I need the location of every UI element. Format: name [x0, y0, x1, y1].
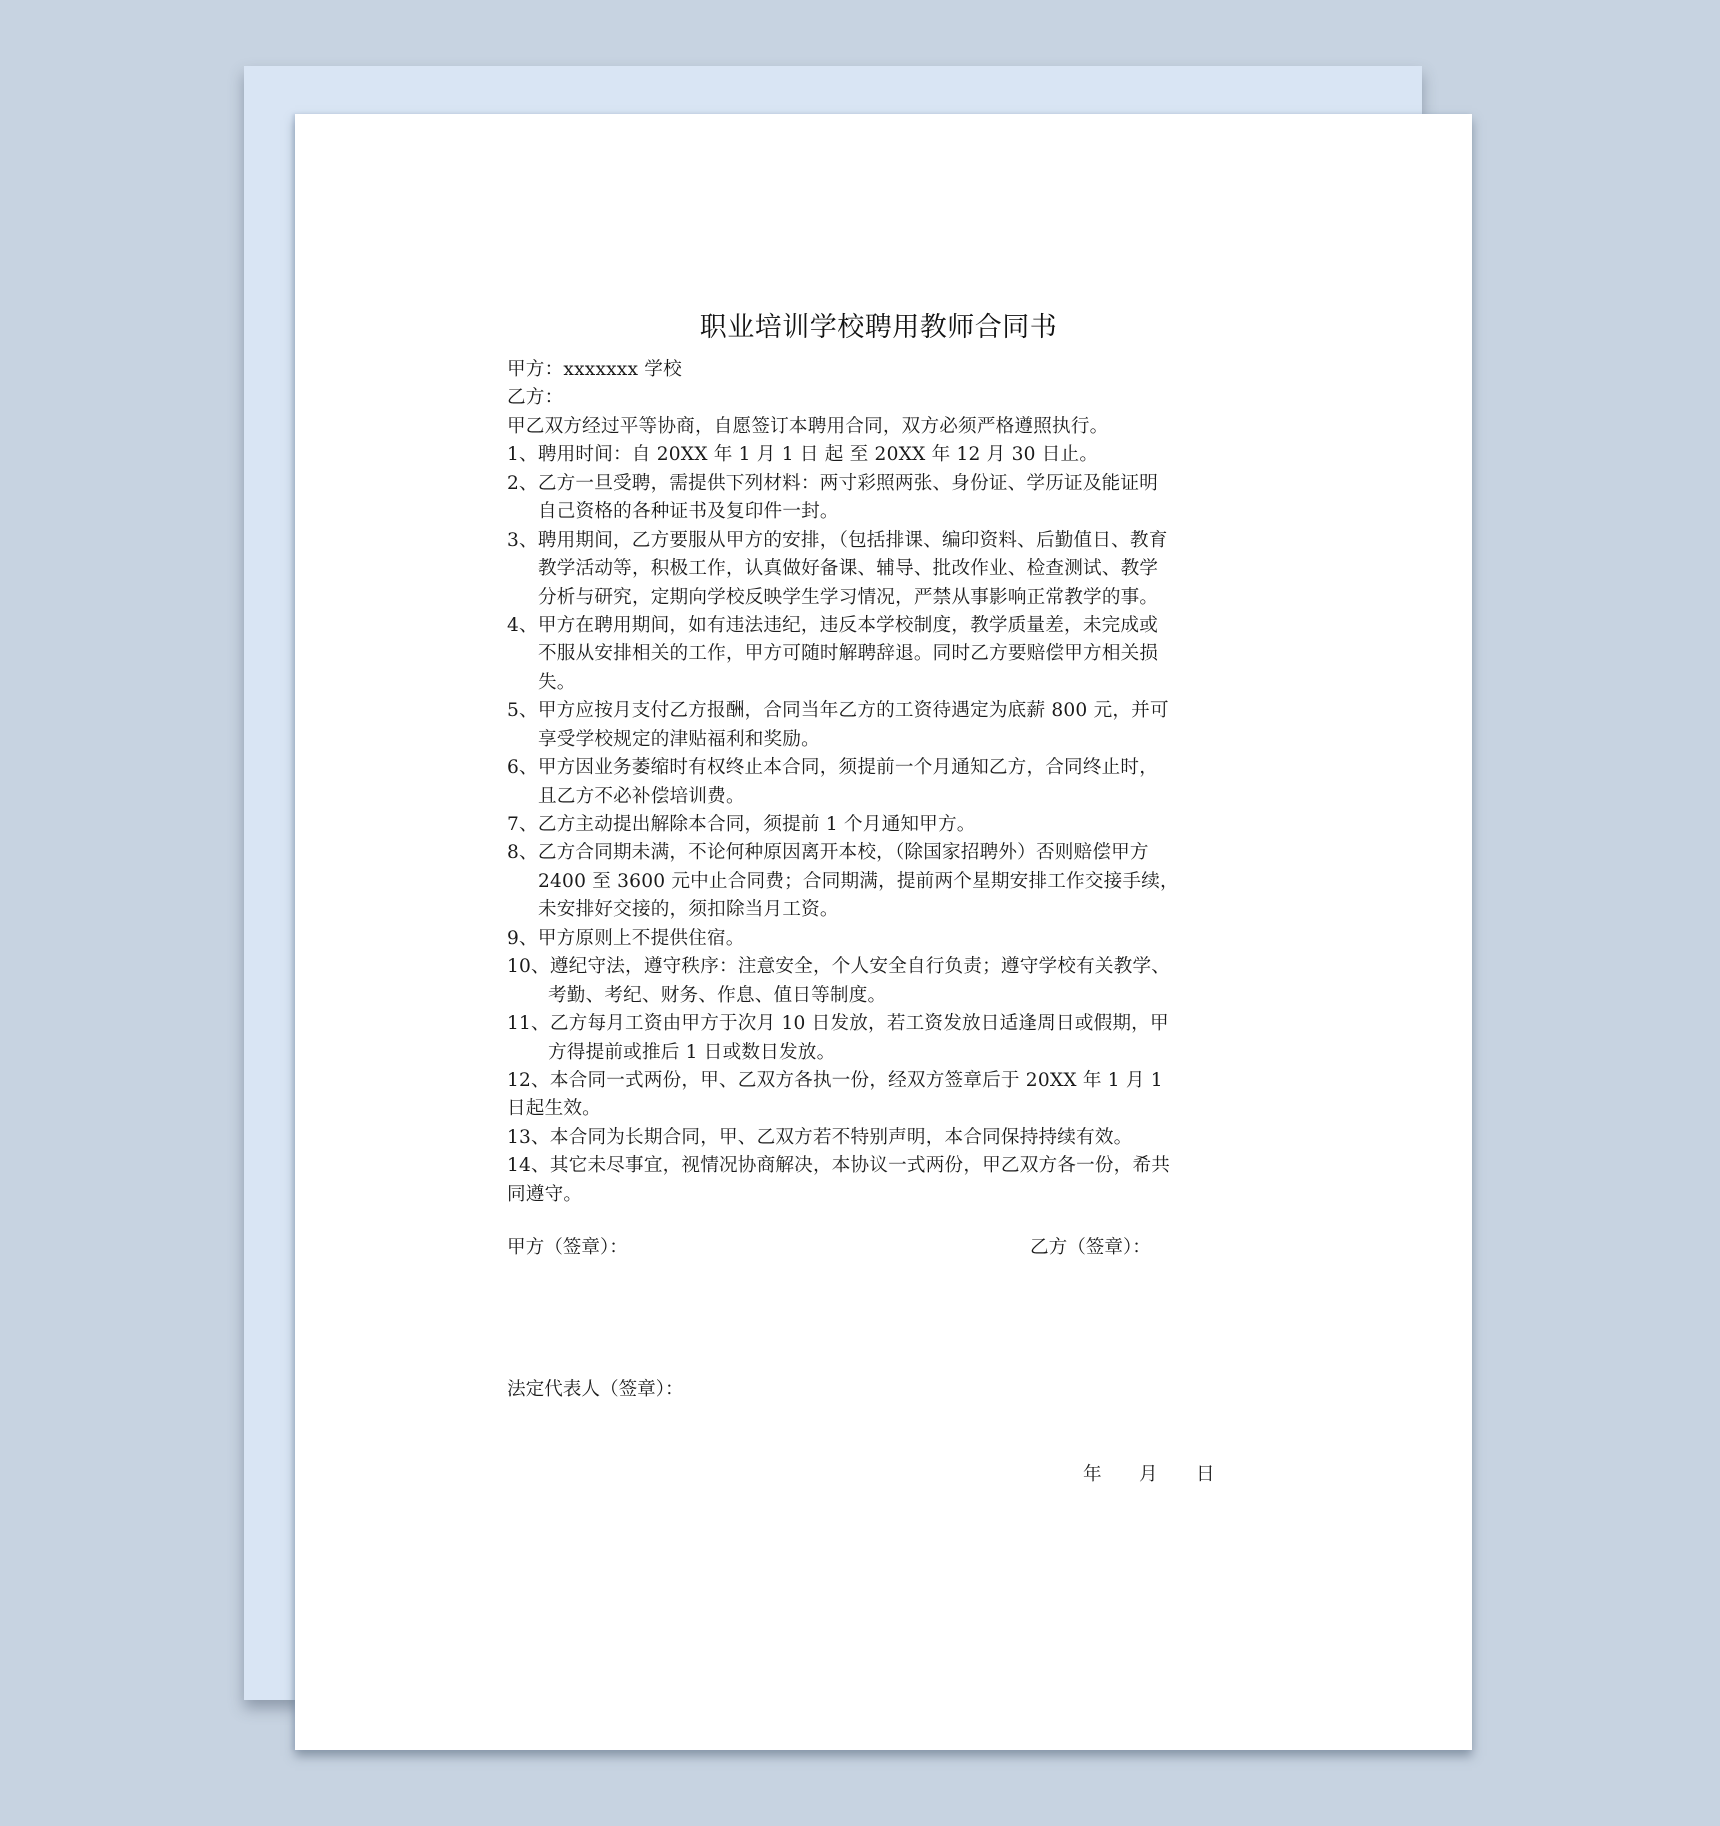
clause-line: 方得提前或推后 1 日或数日发放。 — [548, 1041, 836, 1063]
clause-line: 教学活动等，积极工作，认真做好备课、辅导、批改作业、检查测试、教学 — [538, 558, 1159, 580]
clause-5 — [507, 697, 1267, 754]
clause-line: 同遵守。 — [507, 1183, 583, 1205]
clause-line: 失。 — [538, 671, 576, 693]
clause-line: 未安排好交接的，须扣除当月工资。 — [538, 899, 839, 921]
clause-line: 日起生效。 — [507, 1098, 601, 1120]
clause-4 — [507, 612, 1267, 697]
clause-line: 6、甲方因业务萎缩时有权终止本合同，须提前一个月通知乙方，合同终止时， — [507, 757, 1159, 779]
clause-7 — [507, 811, 1267, 839]
clause-11 — [507, 1010, 1267, 1067]
clause-line: 2、乙方一旦受聘，需提供下列材料：两寸彩照两张、身份证、学历证及能证明 — [507, 472, 1159, 494]
clause-10 — [507, 953, 1267, 1010]
document-title: 职业培训学校聘用教师合同书 — [699, 312, 1058, 343]
clause-line: 不服从安排相关的工作，甲方可随时解聘辞退。同时乙方要赔偿甲方相关损 — [538, 643, 1159, 665]
clause-line: 1、聘用时间：自 20XX 年 1 月 1 日 起 至 20XX 年 12 月 30 日止。 — [507, 444, 1099, 466]
party-a-line: 甲方：xxxxxxx 学校 — [507, 359, 682, 380]
clause-line: 13、本合同为长期合同，甲、乙双方若不特别声明，本合同保持持续有效。 — [507, 1126, 1133, 1148]
clause-line: 9、甲方原则上不提供住宿。 — [507, 927, 745, 949]
clause-line: 2400 至 3600 元中止合同费；合同期满，提前两个星期安排工作交接手续， — [538, 870, 1179, 892]
clause-line: 8、乙方合同期未满，不论何种原因离开本校，（除国家招聘外）否则赔偿甲方 — [507, 842, 1149, 864]
date-line — [1083, 1461, 1215, 1489]
clause-line: 且乙方不必补偿培训费。 — [538, 785, 745, 807]
clause-line: 自己资格的各种证书及复印件一封。 — [538, 501, 839, 523]
clause-line: 14、其它未尽事宜，视情况协商解决，本协议一式两份，甲乙双方各一份，希共 — [507, 1155, 1171, 1177]
clause-13 — [507, 1124, 1267, 1152]
party-a-signature-label: 甲方（签章）： — [507, 1237, 628, 1258]
clause-line: 4、甲方在聘用期间，如有违法违纪，违反本学校制度，教学质量差，未完成或 — [507, 614, 1159, 636]
clause-14 — [507, 1152, 1267, 1209]
clause-line: 考勤、考纪、财务、作息、值日等制度。 — [548, 984, 887, 1006]
clause-2 — [507, 470, 1267, 527]
clause-6 — [507, 754, 1267, 811]
clause-9 — [507, 925, 1267, 953]
document-body — [507, 356, 1267, 1209]
intro-paragraph: 甲乙双方经过平等协商，自愿签订本聘用合同，双方必须严格遵照执行。 — [507, 415, 1109, 437]
clause-line: 7、乙方主动提出解除本合同，须提前 1 个月通知甲方。 — [507, 814, 976, 835]
clause-line: 享受学校规定的津贴福利和奖励。 — [538, 728, 820, 750]
date-day-label: 日 — [1196, 1464, 1215, 1485]
clause-line: 10、遵纪守法，遵守秩序：注意安全，个人安全自行负责；遵守学校有关教学、 — [507, 956, 1171, 978]
clause-line: 分析与研究，定期向学校反映学生学习情况，严禁从事影响正常教学的事。 — [538, 586, 1159, 608]
clause-3 — [507, 527, 1267, 612]
date-year-label: 年 — [1083, 1464, 1102, 1485]
clause-12 — [507, 1067, 1267, 1124]
contract-page — [295, 114, 1472, 1750]
clause-line: 11、乙方每月工资由甲方于次月 10 日发放，若工资发放日适逢周日或假期，甲 — [507, 1013, 1169, 1035]
legal-representative-signature-label: 法定代表人（签章）： — [507, 1379, 684, 1400]
clause-line: 12、本合同一式两份，甲、乙双方各执一份，经双方签章后于 20XX 年 1 月 1 — [507, 1069, 1163, 1091]
clause-line: 5、甲方应按月支付乙方报酬，合同当年乙方的工资待遇定为底薪 800 元，并可 — [507, 700, 1169, 722]
clause-line: 3、聘用期间，乙方要服从甲方的安排，（包括排课、编印资料、后勤值日、教育 — [507, 529, 1168, 551]
date-month-label: 月 — [1139, 1464, 1158, 1485]
party-b-line: 乙方： — [507, 387, 564, 409]
party-b-signature-label: 乙方（签章）： — [1030, 1237, 1151, 1258]
clause-1 — [507, 441, 1267, 469]
clause-8 — [507, 839, 1267, 924]
